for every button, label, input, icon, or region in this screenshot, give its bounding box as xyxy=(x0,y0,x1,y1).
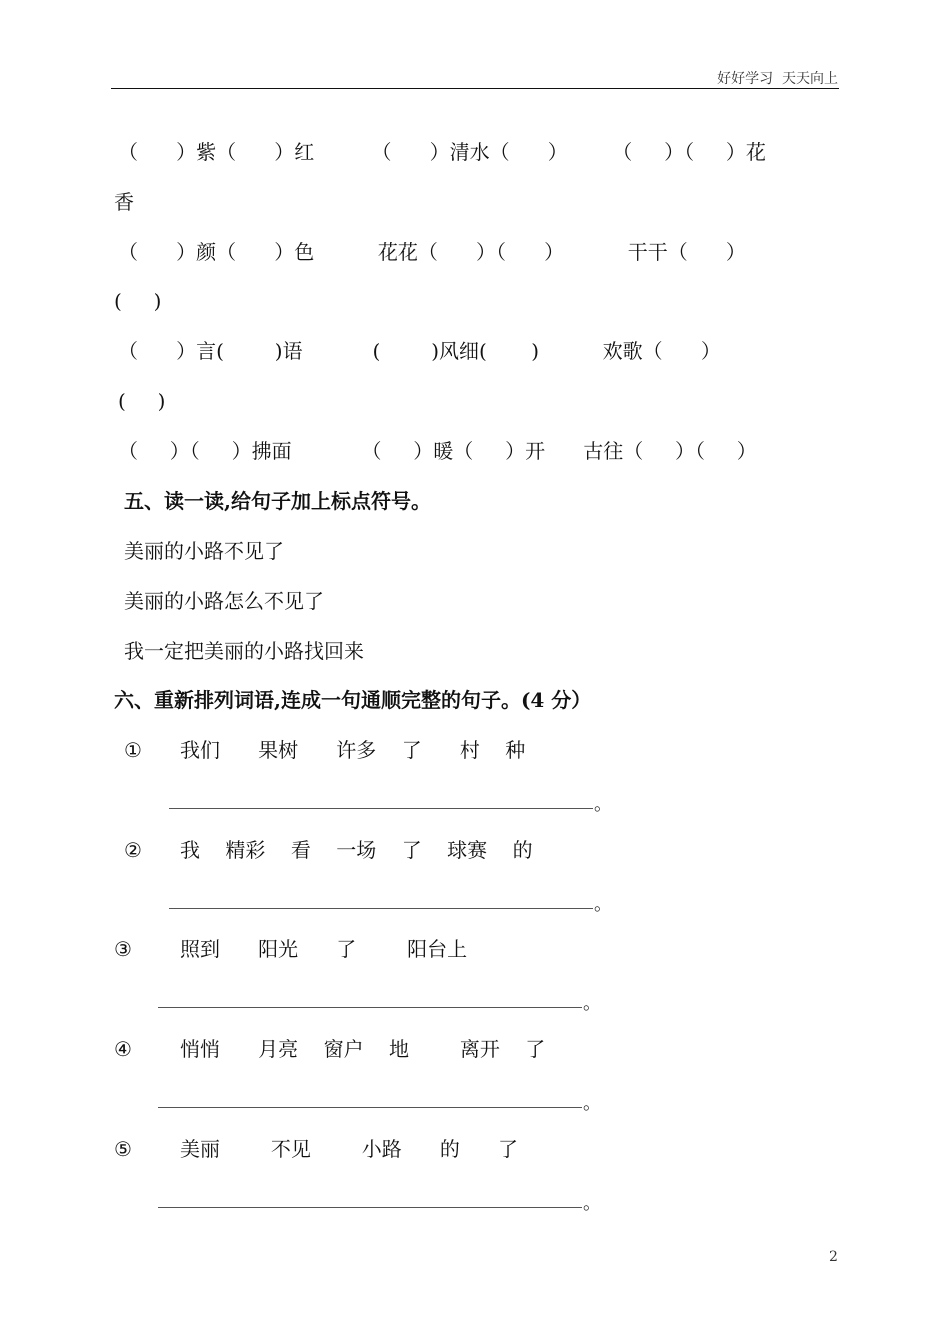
scrambled-words: 我们 果树 许多 了 村 种 xyxy=(180,738,526,762)
answer-period: 。 xyxy=(583,993,601,1014)
fill-blank-line: （ ）紫（ ）红 （ ）清水（ ） （ ）（ ）花 xyxy=(118,140,766,164)
fill-blank-line: （ ）言( )语 ( )风细( ) 欢歌（ ） xyxy=(118,339,721,363)
answer-period: 。 xyxy=(583,1193,601,1214)
answer-line[interactable] xyxy=(158,1107,582,1108)
section-five-title: 五、读一读,给句子加上标点符号。 xyxy=(124,489,431,513)
answer-period: 。 xyxy=(583,1093,601,1114)
fill-blank-line: ( ) xyxy=(118,389,166,413)
item-number: ① xyxy=(124,738,142,762)
scrambled-words: 美丽 不见 小路 的 了 xyxy=(180,1137,519,1161)
item-number: ⑤ xyxy=(114,1137,132,1161)
section-six-title: 六、重新排列词语,连成一句通顺完整的句子。(4 分） xyxy=(114,688,592,712)
scrambled-words: 我 精彩 看 一场 了 球赛 的 xyxy=(180,838,533,862)
header-text: 好好学习 天天向上 xyxy=(717,71,838,87)
sentence: 美丽的小路不见了 xyxy=(124,539,284,563)
scrambled-words: 悄悄 月亮 窗户 地 离开 了 xyxy=(180,1037,546,1061)
answer-line[interactable] xyxy=(169,908,593,909)
answer-period: 。 xyxy=(594,794,612,815)
sentence: 我一定把美丽的小路找回来 xyxy=(124,639,364,663)
page-number: 2 xyxy=(829,1249,838,1265)
answer-line[interactable] xyxy=(158,1207,582,1208)
sentence: 美丽的小路怎么不见了 xyxy=(124,589,324,613)
answer-line[interactable] xyxy=(169,808,593,809)
fill-blank-line: （ ）颜（ ）色 花花（ ）（ ） 干干（ ） xyxy=(118,240,746,264)
header-divider xyxy=(111,88,839,89)
item-number: ③ xyxy=(114,937,132,961)
answer-line[interactable] xyxy=(158,1007,582,1008)
item-number: ④ xyxy=(114,1037,132,1061)
fill-blank-line: （ ）（ ）拂面 （ ）暖（ ）开 古往（ ）（ ） xyxy=(118,439,757,463)
answer-period: 。 xyxy=(594,894,612,915)
item-number: ② xyxy=(124,838,142,862)
fill-blank-line: ( ) xyxy=(114,289,162,313)
fill-blank-line: 香 xyxy=(114,190,134,214)
scrambled-words: 照到 阳光 了 阳台上 xyxy=(180,937,468,961)
